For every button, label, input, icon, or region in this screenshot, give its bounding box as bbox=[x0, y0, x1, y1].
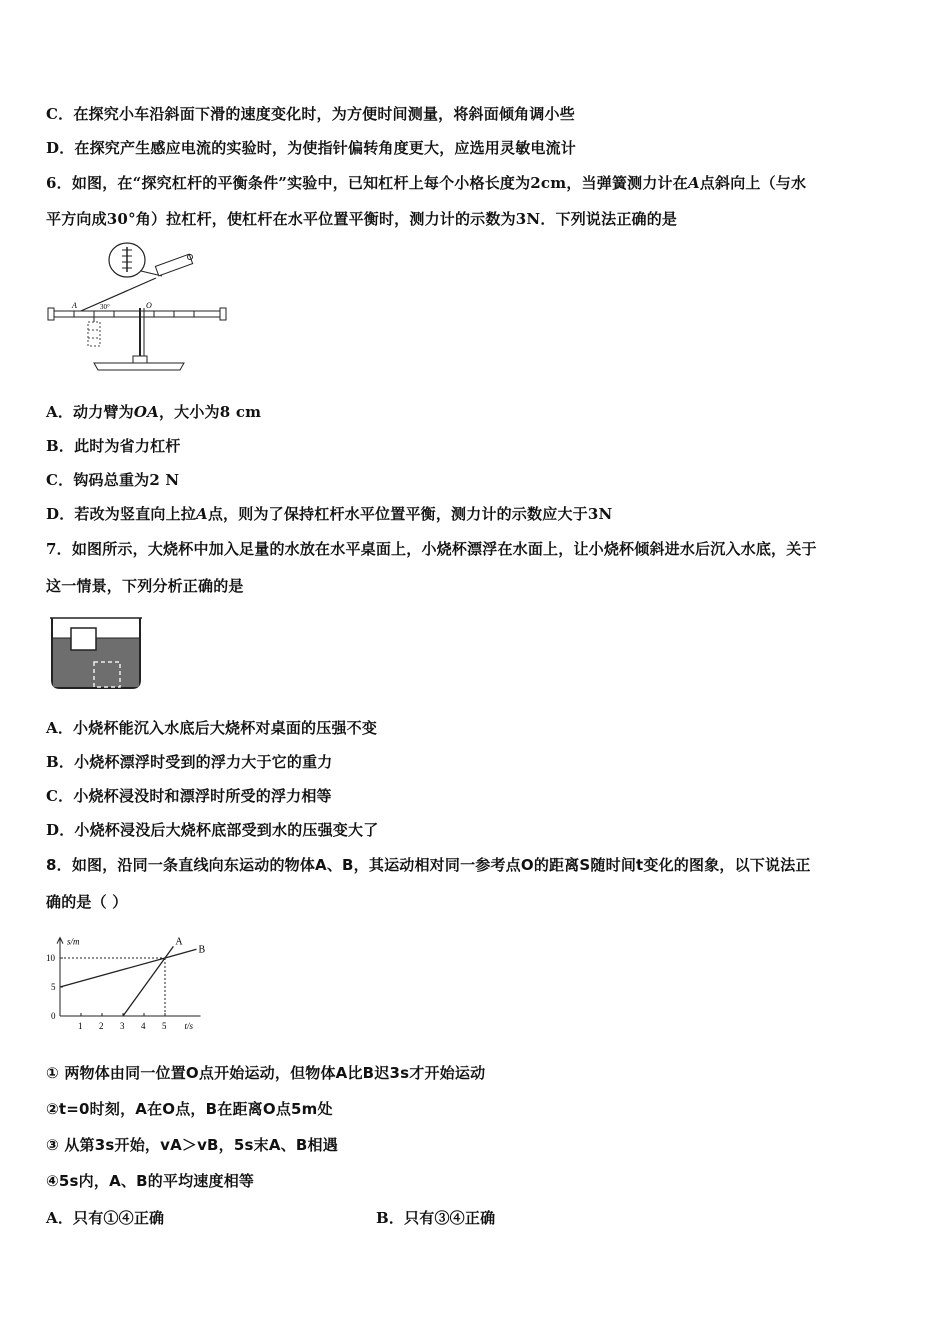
q6-stem-line2: 平方向成30°角）拉杠杆，使杠杆在水平位置平衡时，测力计的示数为3N．下列说法正确的是 bbox=[46, 210, 678, 228]
series-label-B: B bbox=[198, 944, 206, 956]
q6-stem-line1: 6．如图，在“探究杠杆的平衡条件”实验中，已知杠杆上每个小格长度为2cm，当弹簧测力计在A点斜向上（与水 bbox=[46, 174, 807, 192]
q5-option-d: D．在探究产生感应电流的实验时，为使指针偏转角度更大，应选用灵敏电流计 bbox=[46, 139, 577, 157]
q8-statement-4: ④5s内，A、B的平均速度相等 bbox=[46, 1172, 255, 1190]
q8-option-b: B．只有③④正确 bbox=[376, 1209, 496, 1227]
x-tick-label: 1 bbox=[78, 1021, 83, 1031]
beaker-figure bbox=[48, 614, 144, 692]
x-tick-label: 2 bbox=[99, 1021, 104, 1031]
x-tick-label: 4 bbox=[141, 1021, 146, 1031]
svg-text:O: O bbox=[146, 301, 152, 310]
x-axis-label: t/s bbox=[184, 1021, 194, 1031]
lever-figure bbox=[44, 238, 234, 380]
q8-stem-line1: 8．如图，沿同一条直线向东运动的物体A、B，其运动相对同一参考点O的距离S随时间t变化的图象，以下说法正 bbox=[46, 856, 811, 874]
y-tick-label: 0 bbox=[51, 1011, 56, 1021]
series-line-B bbox=[60, 949, 197, 987]
q8-statement-1: ① 两物体由同一位置O点开始运动，但物体A比B迟3s才开始运动 bbox=[46, 1064, 486, 1082]
q7-option-c: C．小烧杯浸没时和漂浮时所受的浮力相等 bbox=[46, 787, 332, 805]
q6-option-a: A．动力臂为OA，大小为8 cm bbox=[46, 403, 262, 421]
y-tick-label: 10 bbox=[46, 953, 55, 963]
q6-option-c: C．钩码总重为2 N bbox=[46, 471, 180, 489]
svg-text:30°: 30° bbox=[100, 303, 110, 311]
q6-option-b: B．此时为省力杠杆 bbox=[46, 437, 181, 455]
svg-text:A: A bbox=[72, 301, 77, 310]
x-tick-label: 5 bbox=[162, 1021, 167, 1031]
series-label-A: A bbox=[175, 936, 183, 948]
q7-option-b: B．小烧杯漂浮时受到的浮力大于它的重力 bbox=[46, 753, 333, 771]
q8-statement-2: ②t=0时刻，A在O点，B在距离O点5m处 bbox=[46, 1100, 333, 1118]
y-axis-label: s/m bbox=[67, 936, 80, 947]
q7-stem-line2: 这一情景，下列分析正确的是 bbox=[46, 577, 244, 595]
s-t-graph bbox=[40, 922, 230, 1034]
q8-statement-3: ③ 从第3s开始，vA＞vB，5s末A、B相遇 bbox=[46, 1136, 338, 1154]
q6-option-d: D．若改为竖直向上拉A点，则为了保持杠杆水平位置平衡，测力计的示数应大于3N bbox=[46, 505, 613, 523]
q7-stem-line1: 7．如图所示，大烧杯中加入足量的水放在水平桌面上，小烧杯漂浮在水面上，让小烧杯倾斜进水后沉入水底，关于 bbox=[46, 540, 817, 558]
x-tick-label: 3 bbox=[120, 1021, 125, 1031]
q8-stem-line2: 确的是（ ） bbox=[46, 893, 128, 911]
q7-option-a: A．小烧杯能沉入水底后大烧杯对桌面的压强不变 bbox=[46, 719, 378, 737]
series-line-A bbox=[123, 946, 173, 1016]
q8-option-a: A．只有①④正确 bbox=[46, 1209, 165, 1227]
q7-option-d: D．小烧杯浸没后大烧杯底部受到水的压强变大了 bbox=[46, 821, 379, 839]
q5-option-c: C．在探究小车沿斜面下滑的速度变化时，为方便时间测量，将斜面倾角调小些 bbox=[46, 105, 575, 123]
y-tick-label: 5 bbox=[51, 982, 56, 992]
